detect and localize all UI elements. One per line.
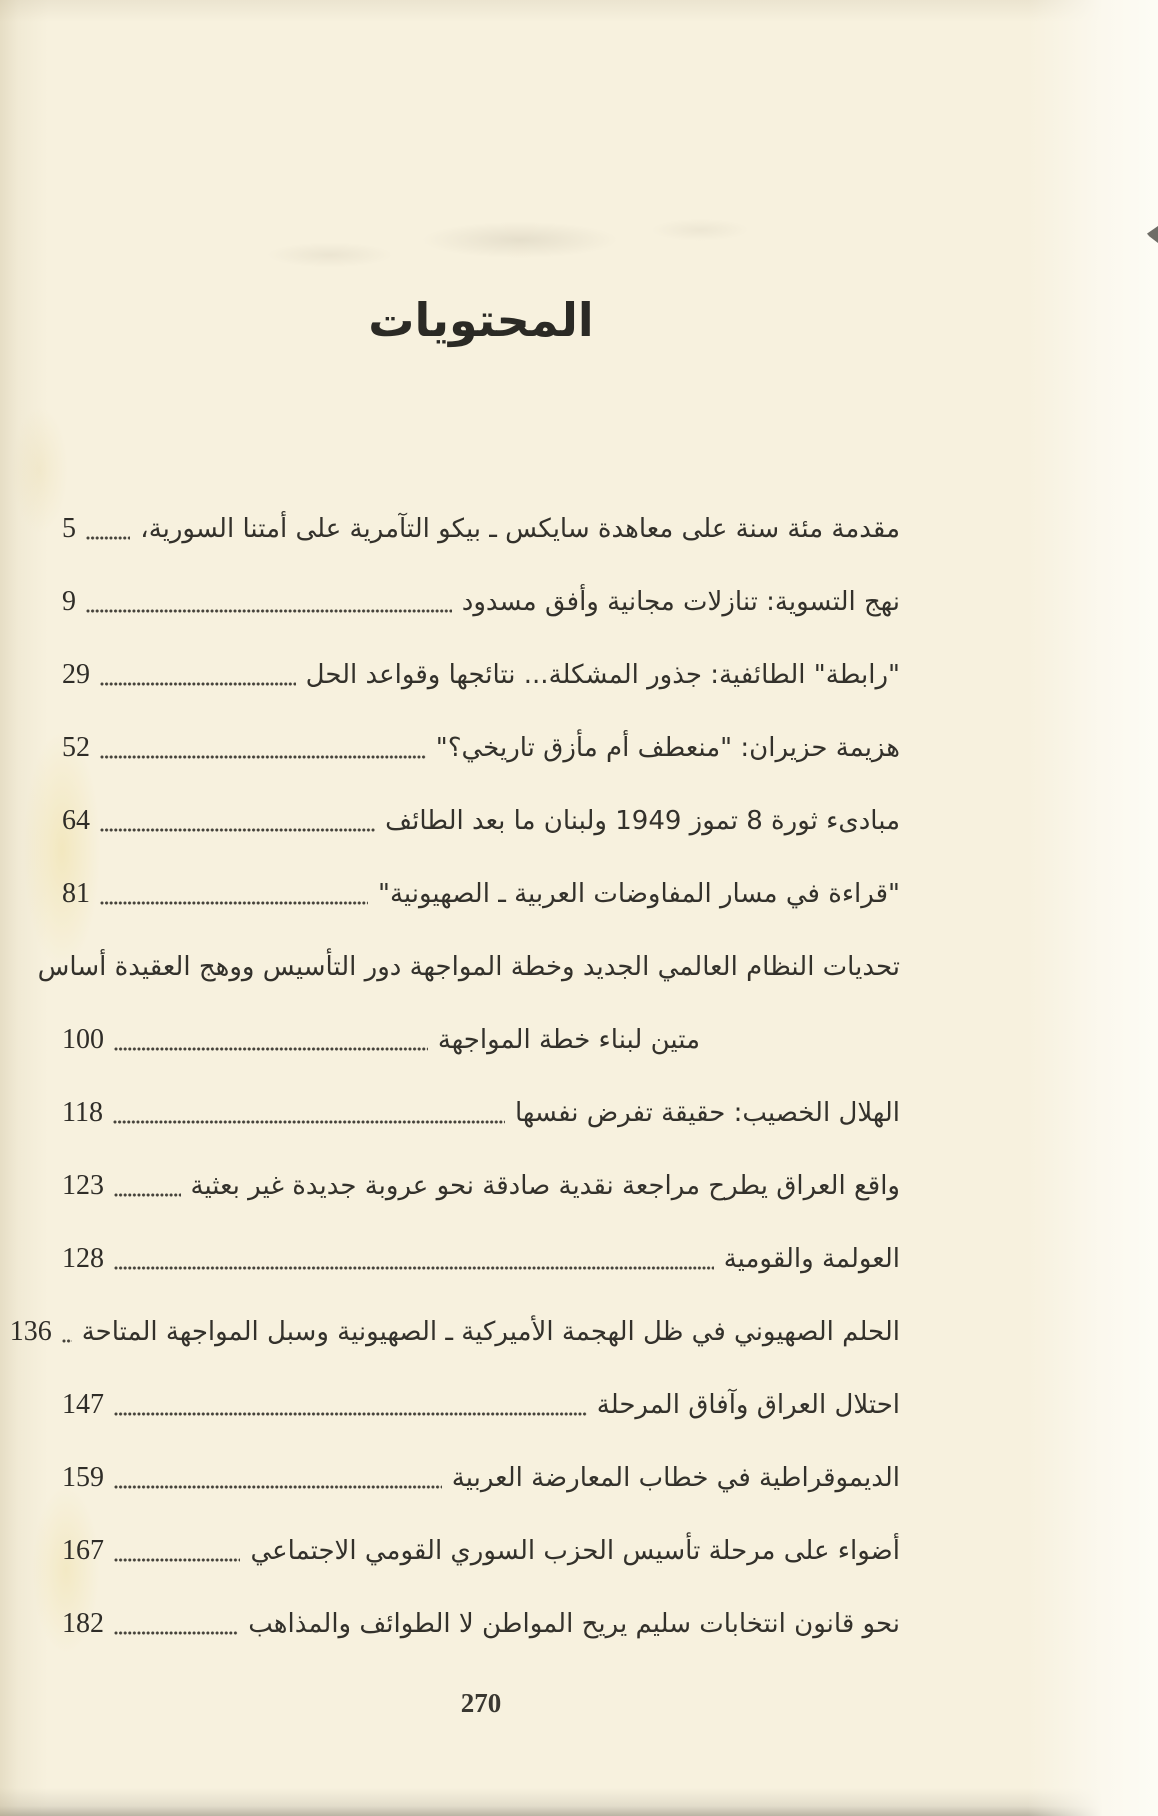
toc-entry-page-number: 182 — [62, 1607, 104, 1639]
dot-leader — [100, 901, 368, 905]
dot-leader — [114, 1631, 238, 1635]
toc-entry-page-number: 123 — [62, 1169, 104, 1201]
dot-leader — [86, 609, 452, 613]
toc-entry — [62, 784, 900, 857]
toc-entry — [62, 1222, 900, 1295]
dot-leader — [100, 755, 426, 759]
toc-entry-page-number: 64 — [62, 804, 90, 836]
dot-leader — [114, 1047, 428, 1051]
toc-entry-title: مبادىء ثورة 8 تموز 1949 ولبنان ما بعد الطائف — [385, 805, 900, 836]
dot-leader — [62, 1339, 72, 1343]
toc-entry-title: "قراءة في مسار المفاوضات العربية ـ الصهيونية" — [378, 878, 900, 909]
toc-entry-page-number: 147 — [62, 1388, 104, 1420]
toc-entry-title: نهج التسوية: تنازلات مجانية وأفق مسدود — [461, 586, 900, 617]
toc-entry-title: احتلال العراق وآفاق المرحلة — [596, 1389, 900, 1420]
toc-entry — [62, 1514, 900, 1587]
toc-entry — [9, 1295, 900, 1368]
toc-entry-title: العولمة والقومية — [723, 1243, 900, 1274]
toc-entry-page-number: 52 — [62, 731, 90, 763]
toc-entry — [62, 711, 900, 784]
toc-entry-wrap-line-2 — [62, 1003, 900, 1076]
dot-leader — [114, 1485, 442, 1489]
toc-entry — [62, 1368, 900, 1441]
dot-leader — [114, 1193, 181, 1197]
toc-entry-page-number: 136 — [9, 1315, 52, 1347]
folio-page-number: 270 — [460, 1688, 502, 1718]
toc-entry-page-number: 159 — [62, 1461, 104, 1493]
dot-leader — [114, 1558, 240, 1562]
toc-entry — [62, 565, 900, 638]
toc-entry-page-number: 128 — [62, 1242, 104, 1274]
toc-entry-page-number: 100 — [62, 1023, 104, 1055]
toc-entry — [62, 492, 900, 565]
toc-entry — [62, 1149, 900, 1222]
toc-entry — [62, 1441, 900, 1514]
dot-leader — [100, 682, 296, 686]
toc-entry-title: نحو قانون انتخابات سليم يريح المواطن لا الطوائف والمذاهب — [248, 1608, 900, 1639]
toc-entry-page-number: 5 — [62, 512, 76, 544]
toc-entry-title: الحلم الصهيوني في ظل الهجمة الأميركية ـ الصهيونية وسبل المواجهة المتاحة — [81, 1316, 900, 1347]
toc-entry-title: "رابطة" الطائفية: جذور المشكلة... نتائجها وقواعد الحل — [305, 659, 900, 690]
toc-entry-title: مقدمة مئة سنة على معاهدة سايكس ـ بيكو التآمرية على أمتنا السورية، — [140, 513, 900, 544]
toc-entry-page-number: 9 — [62, 585, 76, 617]
toc-entry-page-number: 167 — [62, 1534, 104, 1566]
table-of-contents — [9, 492, 900, 1660]
dot-leader — [114, 1266, 714, 1270]
toc-entry-title: واقع العراق يطرح مراجعة نقدية صادقة نحو عروبة جديدة غير بعثية — [190, 1170, 900, 1201]
toc-entry — [62, 1076, 900, 1149]
toc-entry-title: الديموقراطية في خطاب المعارضة العربية — [451, 1462, 900, 1493]
toc-entry — [62, 1587, 900, 1660]
toc-entry-title: أضواء على مرحلة تأسيس الحزب السوري القومي الاجتماعي — [250, 1535, 900, 1566]
dot-leader — [114, 1412, 587, 1416]
toc-entry-title: تحديات النظام العالمي الجديد وخطة المواجهة دور التأسيس ووهج العقيدة أساس — [37, 951, 900, 982]
toc-entry — [62, 638, 900, 711]
toc-entry-wrap-line-1 — [37, 930, 900, 1003]
dot-leader — [113, 1120, 505, 1124]
scan-artifact-mark — [1147, 226, 1158, 243]
page-title: المحتويات — [368, 292, 594, 347]
dot-leader — [86, 536, 130, 540]
dot-leader — [100, 828, 375, 832]
toc-entry-title: هزيمة حزيران: "منعطف أم مأزق تاريخي؟" — [435, 732, 900, 763]
toc-entry-page-number: 29 — [62, 658, 90, 690]
toc-entry-page-number: 118 — [62, 1096, 103, 1128]
toc-entry — [62, 857, 900, 930]
toc-entry-page-number: 81 — [62, 877, 90, 909]
toc-entry-title: الهلال الخصيب: حقيقة تفرض نفسها — [514, 1097, 900, 1128]
toc-entry-title-continued: متين لبناء خطة المواجهة — [437, 1024, 700, 1055]
